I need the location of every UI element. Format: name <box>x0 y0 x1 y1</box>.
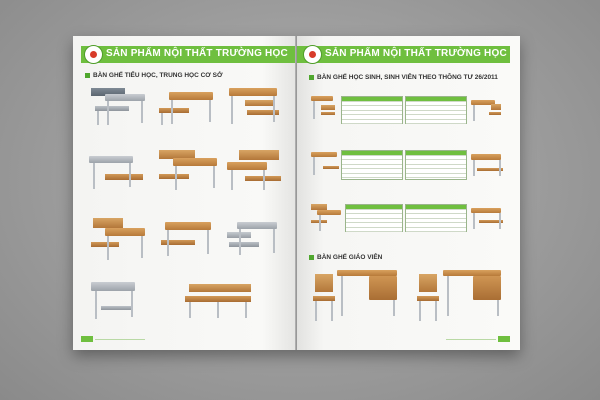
desk-leg <box>131 291 133 317</box>
bench-seat <box>323 166 339 169</box>
backrest <box>189 284 251 292</box>
desk-leg <box>107 101 109 125</box>
desk-leg <box>319 215 321 231</box>
catalog-spread <box>73 36 520 350</box>
desk-leg <box>213 166 215 188</box>
desk-leg <box>473 160 475 176</box>
section-title-teachers <box>309 254 382 261</box>
product-item <box>159 218 217 268</box>
product-item <box>309 202 343 236</box>
desk-leg <box>497 300 499 316</box>
product-item <box>417 268 503 330</box>
desk-leg <box>263 170 265 190</box>
chair-leg <box>419 301 421 321</box>
product-item <box>87 278 147 330</box>
desk-leg <box>171 100 173 124</box>
desk-leg <box>231 96 233 124</box>
product-item <box>155 146 219 202</box>
spec-table <box>341 96 403 124</box>
desk-leg <box>129 163 131 187</box>
bench-seat <box>229 242 259 247</box>
section-title-primary <box>85 72 223 79</box>
product-item <box>223 84 285 136</box>
left-page <box>73 36 296 350</box>
table-row <box>342 174 402 179</box>
logo-icon <box>303 45 322 64</box>
section-title-text: BÀN GHẾ TIỂU HỌC, TRUNG HỌC CƠ SỞ <box>93 72 223 79</box>
chair-leg <box>435 301 437 321</box>
desk-leg <box>231 170 233 190</box>
desk-top <box>471 154 501 160</box>
desk-leg <box>93 163 95 189</box>
desk-leg <box>273 229 275 253</box>
desk-leg <box>473 105 475 121</box>
section-bullet-icon <box>85 73 90 78</box>
spec-table <box>405 96 467 124</box>
section-bullet-icon <box>309 255 314 260</box>
bench-seat <box>159 108 189 113</box>
desk-top <box>471 208 501 213</box>
product-item <box>309 150 341 180</box>
footer-rule-left <box>95 339 145 340</box>
backrest <box>93 218 123 228</box>
desk-leg <box>167 230 169 256</box>
section-title-text: BÀN GHẾ GIÁO VIÊN <box>317 254 383 261</box>
chair-backrest <box>315 274 333 292</box>
bench-seat <box>159 174 189 179</box>
spec-table <box>341 150 403 180</box>
backrest <box>491 104 501 110</box>
page-title-right: SẢN PHẨM NỘI THẤT TRƯỜNG HỌC <box>325 48 507 59</box>
desk-top <box>169 92 213 100</box>
product-item <box>85 150 147 202</box>
page-title-left: SẢN PHẨM NỘI THẤT TRƯỜNG HỌC <box>106 48 288 59</box>
desk-top <box>89 156 133 163</box>
desk-leg <box>313 157 315 175</box>
desk-leg <box>447 276 449 316</box>
chair-backrest <box>419 274 437 292</box>
table-row <box>406 228 466 233</box>
desk-top <box>105 228 145 236</box>
table-row <box>342 120 402 125</box>
desk-top <box>227 162 267 170</box>
desk-leg <box>141 236 143 258</box>
desk-leg <box>393 300 395 316</box>
desk-leg <box>175 166 177 190</box>
table-row <box>406 174 466 179</box>
bench-seat <box>105 174 143 180</box>
table-row <box>346 228 402 233</box>
desk-top <box>91 282 135 291</box>
footer-bar-left <box>81 336 93 342</box>
desk-leg <box>207 230 209 254</box>
product-item <box>313 268 399 330</box>
desk-leg <box>341 276 343 316</box>
backrest <box>239 150 279 160</box>
backrest <box>245 100 275 106</box>
product-item <box>87 84 147 134</box>
spec-table <box>405 150 467 180</box>
bench-seat <box>91 242 119 247</box>
desk-top <box>105 94 145 101</box>
desk-leg <box>473 213 475 229</box>
desk-leg <box>273 96 275 122</box>
desk-leg <box>95 291 97 319</box>
product-item <box>183 280 263 330</box>
footer-rule-right <box>446 339 496 340</box>
desk-top <box>237 222 277 229</box>
product-item <box>157 88 217 138</box>
desk-drawers <box>473 276 501 300</box>
chair-leg <box>315 301 317 321</box>
bench-leg <box>97 111 99 125</box>
right-page <box>297 36 520 350</box>
desk-leg <box>313 101 315 119</box>
desk-leg <box>107 236 109 260</box>
bench-leg <box>161 113 163 125</box>
desk-drawers <box>369 276 397 300</box>
bench-leg <box>189 302 191 318</box>
product-item <box>469 98 505 126</box>
bench-seat <box>489 112 501 115</box>
bench-seat <box>101 306 131 310</box>
chair-leg <box>331 301 333 321</box>
section-bullet-icon <box>309 75 314 80</box>
product-item <box>227 218 285 268</box>
desk-leg <box>499 160 501 176</box>
backrest <box>321 105 335 110</box>
bench-leg <box>217 302 219 318</box>
spec-table <box>345 204 403 232</box>
footer-bar-right <box>498 336 510 342</box>
spec-table <box>405 204 467 232</box>
product-item <box>89 212 149 268</box>
desk-top <box>165 222 211 230</box>
section-title-students <box>309 74 498 81</box>
desk-leg <box>141 101 143 123</box>
product-item <box>469 152 507 180</box>
product-item <box>309 94 339 124</box>
desk-leg <box>239 229 241 255</box>
desk-top <box>173 158 217 166</box>
bench-seat <box>321 112 335 115</box>
table-row <box>406 120 466 125</box>
product-item <box>469 206 507 234</box>
desk-top <box>229 88 277 96</box>
product-item <box>225 146 287 202</box>
logo-icon <box>84 45 103 64</box>
section-title-text: BÀN GHẾ HỌC SINH, SINH VIÊN THEO THÔNG TƯ 26/2011 <box>317 74 498 81</box>
desk-leg <box>499 213 501 229</box>
desk-leg <box>209 100 211 122</box>
bench-seat <box>95 106 129 111</box>
bench-leg <box>245 302 247 318</box>
